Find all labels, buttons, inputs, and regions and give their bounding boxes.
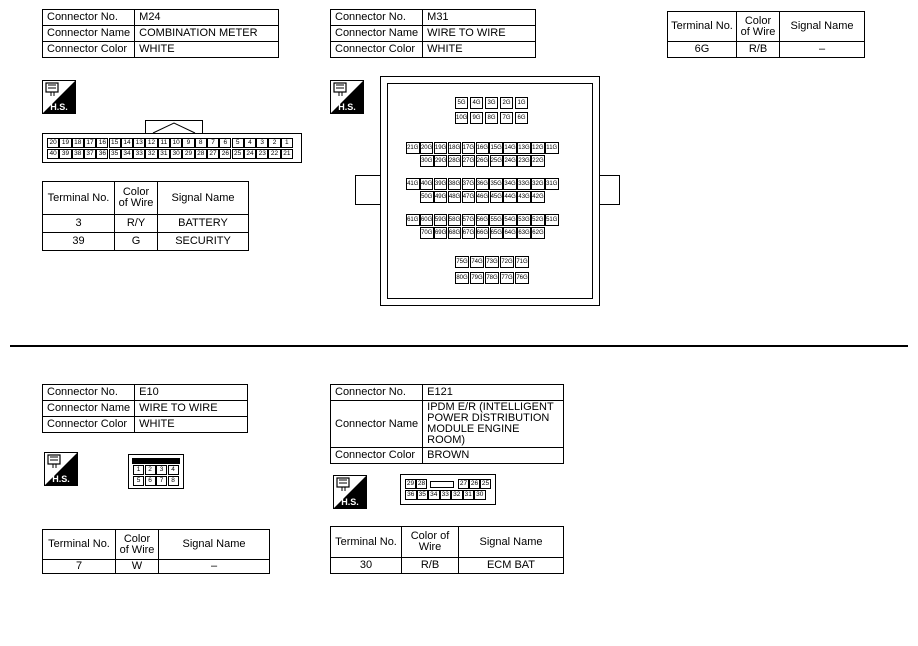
pin-cell: 18 (72, 138, 84, 148)
signal-name: – (780, 42, 865, 58)
pin-cell: 39G (434, 178, 448, 190)
pin-cell: 32 (145, 149, 157, 159)
pin-cell: 13 (133, 138, 145, 148)
pin-cell: 26 (470, 480, 479, 487)
pin-cell: 6 (145, 476, 156, 486)
pin-cell: 56G (476, 214, 490, 226)
pin-cell: 49G (434, 191, 448, 203)
signal-name: – (159, 560, 270, 574)
pin-cell: 48G (448, 191, 462, 203)
terminal-no: 6G (668, 42, 737, 58)
wire-color-header: Color of Wire (402, 527, 459, 558)
pin-cell: 41G (406, 178, 420, 190)
pin-cell: 21G (406, 142, 420, 154)
connector-no-label: Connector No. (331, 10, 423, 26)
pin-cell: 5 (133, 476, 144, 486)
pin-cell: 22 (268, 149, 280, 159)
connector-no: E10 (135, 385, 248, 401)
wire-color: G (115, 233, 158, 251)
harness-side-icon (333, 475, 367, 509)
pin-cell: 26 (219, 149, 231, 159)
pin-cell: 5G (455, 97, 468, 109)
pin-cell: 15 (109, 138, 121, 148)
pin-cell: 29 (182, 149, 194, 159)
m24-terminal-table (42, 181, 249, 251)
pin-cell: 17G (462, 142, 476, 154)
connector-no-label: Connector No. (43, 385, 135, 401)
pin-cell: 55G (489, 214, 503, 226)
pin-cell: 63G (517, 227, 531, 239)
pin-cell: 33 (440, 490, 452, 500)
pin-cell: 23G (517, 155, 531, 167)
wire-color-header: Color of Wire (115, 182, 158, 215)
pin-cell: 20G (420, 142, 434, 154)
pin-cell: 54G (503, 214, 517, 226)
connector-name: IPDM E/R (INTELLIGENT POWER DISTRIBUTION MODULE ENGINE ROOM) (423, 401, 564, 448)
pin-cell: 47G (462, 191, 476, 203)
pin-cell: 23 (256, 149, 268, 159)
pin-cell: 24G (503, 155, 517, 167)
pin-cell: 40 (47, 149, 59, 159)
pin-cell: 14 (121, 138, 133, 148)
pin-cell: 28 (417, 480, 426, 487)
pin-cell: 66G (476, 227, 490, 239)
pin-cell: 11G (545, 142, 559, 154)
pin-cell: 46G (476, 191, 490, 203)
connector-name: WIRE TO WIRE (135, 401, 248, 417)
pin-cell: 30 (170, 149, 182, 159)
pin-cell: 12G (531, 142, 545, 154)
pin-cell: 25G (490, 155, 504, 167)
pin-cell: 25 (481, 480, 490, 487)
pin-cell: 36 (405, 490, 417, 500)
pin-cell: 34G (503, 178, 517, 190)
pin-cell: 65G (490, 227, 504, 239)
connector-color: WHITE (135, 42, 279, 58)
connector-no-label: Connector No. (43, 10, 135, 26)
pin-cell: 16 (96, 138, 108, 148)
pin-cell: 68G (448, 227, 462, 239)
pin-cell: 1G (515, 97, 528, 109)
connector-color-label: Connector Color (43, 417, 135, 433)
wire-color: R/B (402, 558, 459, 574)
pin-cell: 34 (428, 490, 440, 500)
pin-cell: 33 (133, 149, 145, 159)
pin-cell: 1 (133, 465, 144, 475)
connector-name: WIRE TO WIRE (423, 26, 536, 42)
terminal-no-header: Terminal No. (43, 530, 116, 560)
signal-name: SECURITY (158, 233, 249, 251)
pin-cell: 7 (156, 476, 167, 486)
pin-cell: 27 (207, 149, 219, 159)
hs-label: H.S. (52, 474, 70, 484)
wire-color: R/Y (115, 215, 158, 233)
signal-name-header: Signal Name (159, 530, 270, 560)
hs-label: H.S. (341, 497, 359, 507)
pin-cell: 28G (448, 155, 462, 167)
connector-no: M31 (423, 10, 536, 26)
pin-cell: 52G (531, 214, 545, 226)
pin-cell: 67G (462, 227, 476, 239)
pin-cell: 6G (515, 112, 528, 124)
pin-cell: 37 (84, 149, 96, 159)
pin-cell: 40G (420, 178, 434, 190)
pin-cell: 53G (517, 214, 531, 226)
pin-cell: 44G (503, 191, 517, 203)
m31-terminal-table (667, 11, 865, 58)
connector-name-label: Connector Name (331, 401, 423, 448)
pin-cell: 62G (531, 227, 545, 239)
pin-cell: 6 (219, 138, 231, 148)
pin-cell: 36 (96, 149, 108, 159)
pin-cell: 8 (195, 138, 207, 148)
pin-cell: 30 (474, 490, 486, 500)
pin-cell: 1 (281, 138, 293, 148)
hs-label: H.S. (338, 102, 356, 112)
pin-cell: 31G (545, 178, 559, 190)
connector-color: BROWN (423, 448, 564, 464)
pin-cell: 80G (455, 272, 469, 284)
wire-color-header: Color of Wire (737, 12, 780, 42)
pin-cell: 25 (232, 149, 244, 159)
connector-color: WHITE (423, 42, 536, 58)
pin-cell: 45G (490, 191, 504, 203)
terminal-no-header: Terminal No. (668, 12, 737, 42)
pin-cell: 4 (244, 138, 256, 148)
pin-cell: 29 (406, 480, 415, 487)
pin-cell: 8 (168, 476, 179, 486)
pin-cell: 34 (121, 149, 133, 159)
pin-cell: 2G (500, 97, 513, 109)
pin-cell: 27G (462, 155, 476, 167)
pin-cell: 16G (476, 142, 490, 154)
pin-cell: 71G (515, 256, 529, 268)
pin-cell: 19G (434, 142, 448, 154)
pin-cell: 18G (448, 142, 462, 154)
pin-cell: 38G (448, 178, 462, 190)
connector-color-label: Connector Color (331, 448, 423, 464)
signal-name-header: Signal Name (459, 527, 564, 558)
pin-cell: 12 (145, 138, 157, 148)
terminal-no-header: Terminal No. (43, 182, 115, 215)
wire-color: R/B (737, 42, 780, 58)
pin-cell: 19 (59, 138, 71, 148)
connector-no: E121 (423, 385, 564, 401)
pin-cell: 42G (531, 191, 545, 203)
pin-cell: 35G (489, 178, 503, 190)
pin-cell: 72G (500, 256, 514, 268)
terminal-no: 30 (331, 558, 402, 574)
pin-cell: 32 (451, 490, 463, 500)
pin-cell: 2 (268, 138, 280, 148)
e121-connector-table (330, 384, 564, 464)
pin-cell: 15G (489, 142, 503, 154)
pin-cell: 43G (517, 191, 531, 203)
pin-cell: 60G (420, 214, 434, 226)
pin-cell: 5 (232, 138, 244, 148)
connector-name-label: Connector Name (43, 26, 135, 42)
pin-cell: 29G (434, 155, 448, 167)
pin-cell: 32G (531, 178, 545, 190)
connector-no: M24 (135, 10, 279, 26)
pin-cell: 57G (462, 214, 476, 226)
harness-side-icon (42, 80, 76, 114)
wire-color-header: Color of Wire (116, 530, 159, 560)
e10-terminal-table (42, 529, 270, 574)
pin-cell: 11 (158, 138, 170, 148)
hs-label: H.S. (50, 102, 68, 112)
pin-cell: 59G (434, 214, 448, 226)
terminal-no: 3 (43, 215, 115, 233)
pin-cell: 31 (158, 149, 170, 159)
connector-color-label: Connector Color (43, 42, 135, 58)
pin-cell: 64G (503, 227, 517, 239)
pin-cell: 7G (500, 112, 513, 124)
pin-cell: 35 (109, 149, 121, 159)
pin-cell: 4G (470, 97, 483, 109)
pin-cell: 58G (448, 214, 462, 226)
pin-cell: 69G (434, 227, 448, 239)
pin-cell: 24 (244, 149, 256, 159)
signal-name: ECM BAT (459, 558, 564, 574)
pin-cell: 13G (517, 142, 531, 154)
pin-cell: 36G (476, 178, 490, 190)
pin-cell: 2 (145, 465, 156, 475)
terminal-no-header: Terminal No. (331, 527, 402, 558)
pin-cell: 8G (485, 112, 498, 124)
pin-cell: 21 (281, 149, 293, 159)
pin-cell: 78G (485, 272, 499, 284)
pin-cell: 10 (170, 138, 182, 148)
pin-cell: 3G (485, 97, 498, 109)
connector-color: WHITE (135, 417, 248, 433)
m24-connector-table (42, 9, 279, 58)
signal-name: BATTERY (158, 215, 249, 233)
pin-cell: 37G (462, 178, 476, 190)
pin-cell: 7 (207, 138, 219, 148)
pin-cell: 17 (84, 138, 96, 148)
pin-cell: 75G (455, 256, 469, 268)
pin-cell: 22G (531, 155, 545, 167)
pin-cell: 9 (182, 138, 194, 148)
pin-cell: 77G (500, 272, 514, 284)
pin-cell: 26G (476, 155, 490, 167)
pin-cell: 28 (195, 149, 207, 159)
e121-terminal-table (330, 526, 564, 574)
pin-cell: 10G (455, 112, 468, 124)
pin-cell: 33G (517, 178, 531, 190)
section-divider (10, 345, 908, 347)
pin-cell: 61G (406, 214, 420, 226)
terminal-no: 39 (43, 233, 115, 251)
pin-cell: 70G (420, 227, 434, 239)
pin-blank (430, 481, 454, 488)
pin-cell: 73G (485, 256, 499, 268)
connector-name-label: Connector Name (43, 401, 135, 417)
pin-cell: 3 (256, 138, 268, 148)
signal-name-header: Signal Name (780, 12, 865, 42)
terminal-no: 7 (43, 560, 116, 574)
pin-cell: 74G (470, 256, 484, 268)
pin-cell: 4 (168, 465, 179, 475)
pin-cell: 14G (503, 142, 517, 154)
pin-cell: 20 (47, 138, 59, 148)
harness-side-icon (330, 80, 364, 114)
pin-cell: 27 (459, 480, 468, 487)
connector-no-label: Connector No. (331, 385, 423, 401)
pin-cell: 79G (470, 272, 484, 284)
connector-name: COMBINATION METER (135, 26, 279, 42)
signal-name-header: Signal Name (158, 182, 249, 215)
wire-color: W (116, 560, 159, 574)
pin-cell: 3 (156, 465, 167, 475)
e10-connector-table (42, 384, 248, 433)
connector-name-label: Connector Name (331, 26, 423, 42)
pin-cell: 38 (72, 149, 84, 159)
connector-color-label: Connector Color (331, 42, 423, 58)
pin-cell: 30G (420, 155, 434, 167)
pin-cell: 35 (417, 490, 429, 500)
pin-cell: 39 (59, 149, 71, 159)
pin-cell: 31 (463, 490, 475, 500)
pin-cell: 51G (545, 214, 559, 226)
m31-connector-table (330, 9, 536, 58)
pin-cell: 76G (515, 272, 529, 284)
pin-cell: 50G (420, 191, 434, 203)
pin-cell: 9G (470, 112, 483, 124)
harness-side-icon (44, 452, 78, 486)
